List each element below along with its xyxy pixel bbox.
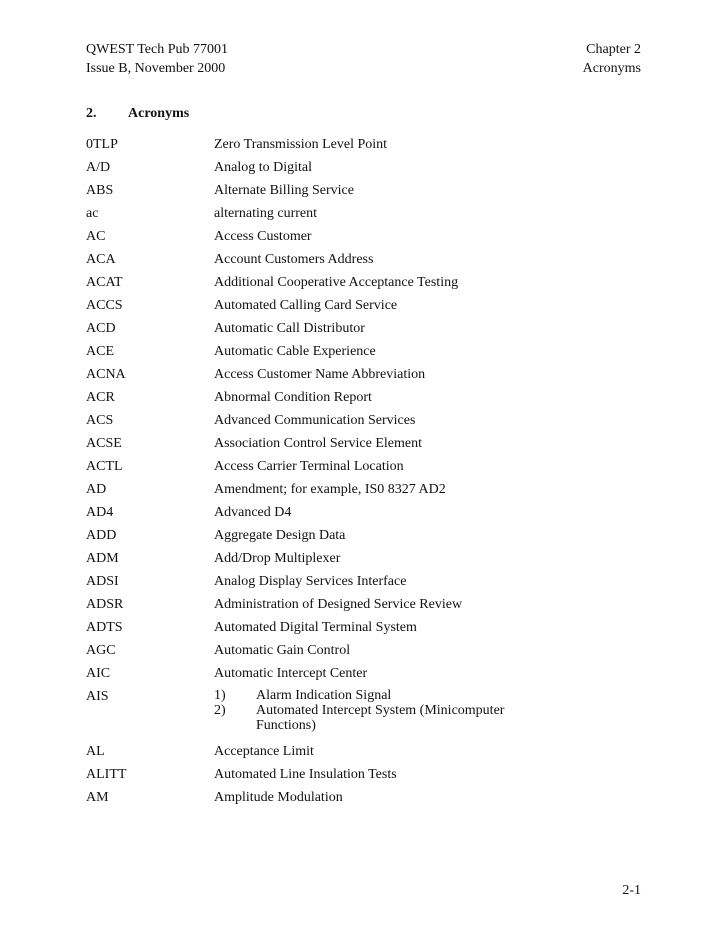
acronym-term: ACTL [86,459,123,474]
acronym-definition: Advanced D4 [214,505,292,520]
acronym-term: ac [86,206,99,221]
acronym-row [86,410,642,433]
acronym-term: ADM [86,551,119,566]
acronym-definition: Account Customers Address [214,252,374,267]
acronym-definition: alternating current [214,206,318,221]
acronym-row [86,594,642,617]
acronym-row [86,318,642,341]
acronym-term: ADD [86,528,117,543]
doc-title: QWEST Tech Pub 77001 [86,42,228,57]
chapter-name: Acronyms [582,61,641,76]
acronym-term: AD4 [86,505,114,520]
acronym-term: AIS [86,689,109,704]
acronym-row [86,640,642,663]
acronym-term: ADTS [86,620,123,635]
acronym-definition: Administration of Designed Service Review [214,597,463,612]
acronym-row [86,249,642,272]
acronym-definition-list [214,686,642,741]
definition-item [214,688,642,703]
acronym-row [86,272,642,295]
acronym-term: ACSE [86,436,122,451]
acronym-term: ACE [86,344,114,359]
acronym-definition: Automatic Gain Control [214,643,351,658]
acronym-term: ADSR [86,597,124,612]
acronym-term: AD [86,482,107,497]
acronym-row [86,203,642,226]
acronym-term: 0TLP [86,137,118,152]
acronym-definition: Additional Cooperative Acceptance Testing [214,275,459,290]
acronym-row [86,741,642,764]
chapter-label: Chapter 2 [586,42,641,57]
definition-item-text: Automated Intercept System (Minicomputer Functions) [256,703,505,733]
section-title: Acronyms [128,106,190,121]
definition-item-number: 2) [214,703,226,718]
acronym-term: ALITT [86,767,127,782]
acronym-term: ACR [86,390,115,405]
acronym-row [86,226,642,249]
acronym-definition: Amplitude Modulation [214,790,343,805]
acronym-definition: Automatic Call Distributor [214,321,365,336]
acronym-row [86,433,642,456]
acronym-definition: Analog Display Services Interface [214,574,407,589]
acronym-term: A/D [86,160,111,175]
doc-issue: Issue B, November 2000 [86,61,226,76]
acronym-definition: Abnormal Condition Report [214,390,372,405]
acronym-row [86,180,642,203]
acronym-term: ACS [86,413,114,428]
acronym-definition: Amendment; for example, IS0 8327 AD2 [214,482,446,497]
acronym-definition: Access Carrier Terminal Location [214,459,404,474]
acronym-row [86,387,642,410]
acronym-row [86,479,642,502]
acronym-term: AGC [86,643,116,658]
definition-item [214,703,642,733]
acronym-definition: Automated Digital Terminal System [214,620,417,635]
acronym-term: ACAT [86,275,123,290]
acronym-term: ADSI [86,574,119,589]
acronym-row [86,295,642,318]
acronym-definition: Access Customer [214,229,312,244]
page-header-right [583,40,641,78]
acronym-definition: Zero Transmission Level Point [214,137,388,152]
acronym-definition: Aggregate Design Data [214,528,346,543]
acronym-definition: Automatic Intercept Center [214,666,368,681]
acronym-row [86,502,642,525]
acronym-term: AC [86,229,106,244]
acronym-term: ACNA [86,367,126,382]
acronym-term: AIC [86,666,111,681]
acronym-definition: Alternate Billing Service [214,183,354,198]
acronym-row [86,364,642,387]
page-header-left [86,40,228,78]
acronym-row [86,686,642,741]
definition-item-text: Alarm Indication Signal [256,688,392,703]
acronym-definition: Automated Calling Card Service [214,298,398,313]
acronym-term: ACCS [86,298,123,313]
acronym-row [86,525,642,548]
definition-item-number: 1) [214,688,226,703]
acronym-row [86,548,642,571]
acronym-row [86,456,642,479]
acronym-definition: Analog to Digital [214,160,312,175]
acronym-row [86,341,642,364]
acronym-row [86,663,642,686]
acronym-definition: Add/Drop Multiplexer [214,551,341,566]
acronym-row [86,157,642,180]
acronym-term: ACD [86,321,116,336]
acronym-row [86,571,642,594]
section-number: 2. [86,106,97,121]
acronym-term: AM [86,790,109,805]
acronym-row [86,134,642,157]
acronym-row [86,617,642,640]
acronym-row [86,787,642,810]
acronym-definition: Association Control Service Element [214,436,423,451]
acronym-term: ACA [86,252,116,267]
acronym-row [86,764,642,787]
acronym-definition: Advanced Communication Services [214,413,416,428]
page-number: 2-1 [622,883,641,898]
acronym-term: ABS [86,183,114,198]
acronym-definition: Automated Line Insulation Tests [214,767,397,782]
section-heading [86,104,189,123]
acronym-definition: Acceptance Limit [214,744,314,759]
acronym-table [86,134,642,810]
acronym-term: AL [86,744,105,759]
acronym-definition: Automatic Cable Experience [214,344,376,359]
acronym-definition: Access Customer Name Abbreviation [214,367,426,382]
